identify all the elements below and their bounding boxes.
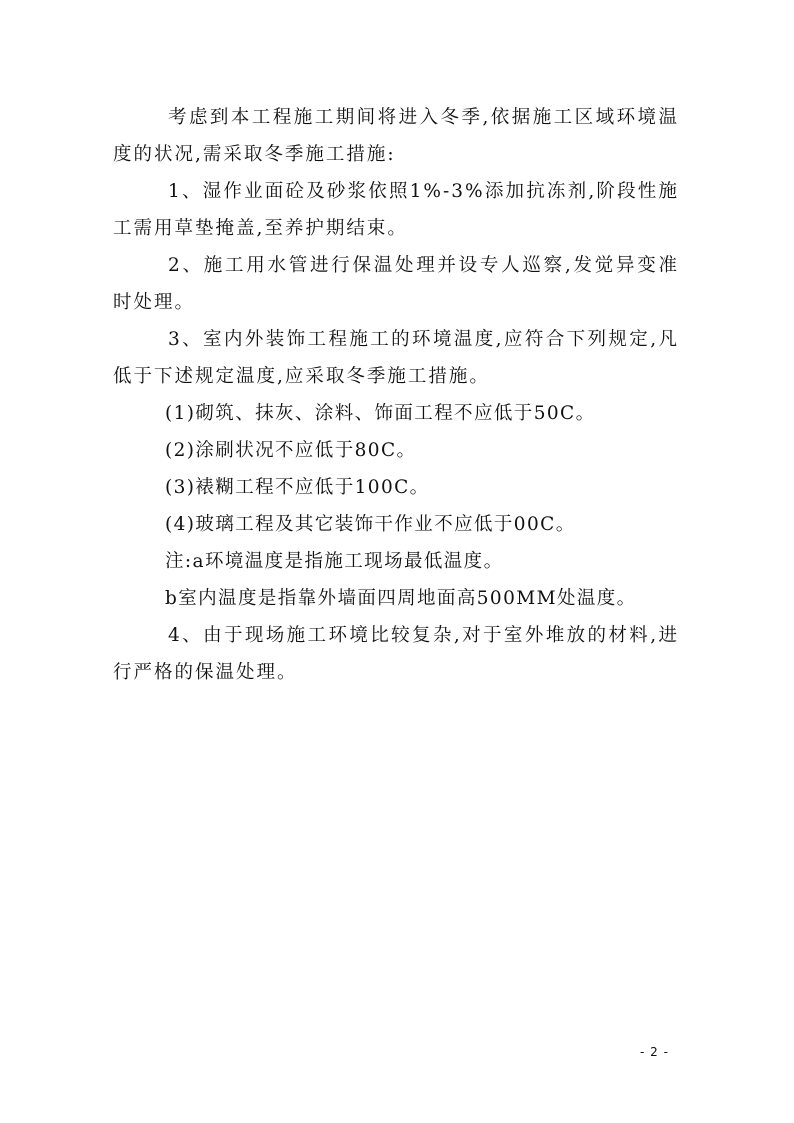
sub-item-2: (2)涂刷状况不应低于80C。 [165,440,417,461]
note-b: b室内温度是指靠外墙面四周地面高500MM处温度。 [165,588,637,609]
page-number: - 2 - [640,1045,669,1059]
intro-paragraph: 考虑到本工程施工期间将进入冬季,依据施工区域环境温度的状况,需采取冬季施工措施: [113,107,679,165]
item-3-paragraph: 3、室内外装饰工程施工的环境温度,应符合下列规定,凡低于下述规定温度,应采取冬季施工措施。 [113,329,679,387]
sub-item-4: (4)玻璃工程及其它装饰干作业不应低于00C。 [165,514,576,535]
sub-item-1: (1)砌筑、抹灰、涂料、饰面工程不应低于50C。 [165,403,596,424]
item-1-paragraph: 1、湿作业面砼及砂浆依照1%-3%添加抗冻剂,阶段性施工需用草垫掩盖,至养护期结束。 [113,181,679,239]
item-4-paragraph: 4、由于现场施工环境比较复杂,对于室外堆放的材料,进行严格的保温处理。 [113,625,679,683]
sub-item-3: (3)裱糊工程不应低于100C。 [165,477,430,498]
note-a: 注:a环境温度是指施工现场最低温度。 [165,551,504,572]
item-2-paragraph: 2、施工用水管进行保温处理并设专人巡察,发觉异变准时处理。 [113,255,679,313]
document-body [113,99,679,691]
